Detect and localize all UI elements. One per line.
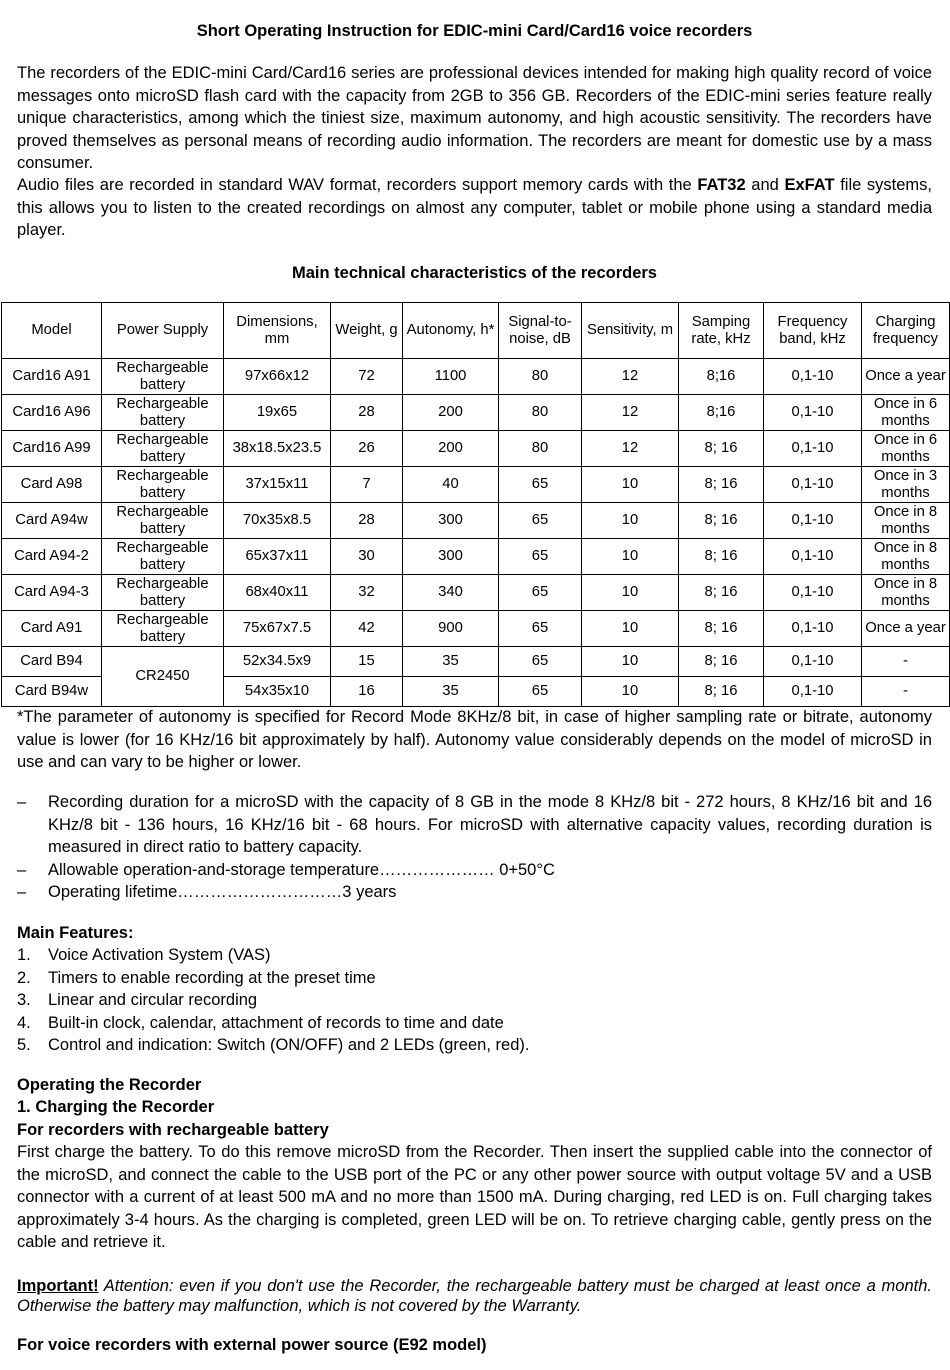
- features-heading: Main Features:: [17, 924, 134, 942]
- dash-bullet: –: [17, 793, 27, 811]
- table-cell: 340: [403, 575, 499, 611]
- column-header: Autonomy, h*: [403, 303, 499, 359]
- table-cell: 0,1-10: [764, 647, 862, 677]
- features-list: [17, 944, 932, 1057]
- autonomy-footnote: *The parameter of autonomy is specified for Record Mode 8KHz/8 bit, in case of higher sampling rate or bitrate, autonomy value is lower (for 16 KHz/16 bit approximately by half). Autonomy value considerably depends on the model of microSD in use and can vary to be higher or lower.: [17, 708, 932, 772]
- table-row: [2, 431, 950, 467]
- note-item: [17, 859, 932, 882]
- table-cell: 8; 16: [679, 575, 764, 611]
- note-text: Recording duration for a microSD with the capacity of 8 GB in the mode 8 KHz/8 bit - 272 hours, 8 KHz/16 bit and 16 KHz/8 bit - 136 hours, 16 KHz/16 bit - 68 hours. For microSD with alternative capacity values, recording duration is measured in direct ratio to battery capacity.: [48, 793, 932, 857]
- table-cell: 12: [582, 359, 679, 395]
- table-cell: 8; 16: [679, 611, 764, 647]
- table-cell: Once in 3 months: [862, 467, 950, 503]
- table-cell: Card A91: [2, 611, 102, 647]
- table-cell: Card A98: [2, 467, 102, 503]
- table-cell: 35: [403, 677, 499, 707]
- table-row: [2, 539, 950, 575]
- table-cell: 72: [331, 359, 403, 395]
- table-cell: 65: [499, 611, 582, 647]
- table-cell: Card16 A99: [2, 431, 102, 467]
- table-cell: 10: [582, 677, 679, 707]
- table-cell: Once in 6 months: [862, 431, 950, 467]
- table-body: [2, 359, 950, 707]
- table-cell: 32: [331, 575, 403, 611]
- external-power-heading: For voice recorders with external power source (E92 model): [17, 1336, 487, 1354]
- table-cell: 10: [582, 503, 679, 539]
- feature-item: [17, 989, 932, 1012]
- table-cell: 26: [331, 431, 403, 467]
- table-row: [2, 647, 950, 677]
- column-header: Power Supply: [102, 303, 224, 359]
- table-cell: 54x35x10: [224, 677, 331, 707]
- table-cell: 0,1-10: [764, 677, 862, 707]
- table-cell: 8; 16: [679, 539, 764, 575]
- note-item: [17, 881, 932, 904]
- table-cell: 8; 16: [679, 503, 764, 539]
- feature-text: Control and indication: Switch (ON/OFF) and 2 LEDs (green, red).: [48, 1036, 530, 1055]
- feature-number: 1.: [17, 946, 31, 964]
- important-label: Important!: [17, 1277, 99, 1295]
- table-cell: Card B94: [2, 647, 102, 677]
- dash-bullet: –: [17, 883, 27, 902]
- table-cell: Card A94-2: [2, 539, 102, 575]
- table-cell: 97x66x12: [224, 359, 331, 395]
- table-cell: 65: [499, 647, 582, 677]
- table-cell: Rechargeable battery: [102, 503, 224, 539]
- table-cell: 15: [331, 647, 403, 677]
- feature-number: 2.: [17, 968, 31, 987]
- intro-p2-text-c: file systems, this allows you to listen to the created recordings on almost any computer, tablet or mobile phone using a standard media player.: [17, 176, 932, 240]
- table-cell: Card B94w: [2, 677, 102, 707]
- charging-instructions: First charge the battery. To do this remove microSD from the Recorder. Then insert the supplied cable into the connector of the microSD, and connect the cable to the USB port of the PC or any other power source with output voltage 5V and a USB connector with a current of at least 500 mA and no more than 1500 mA. During charging, red LED is on. Full charging takes approximately 3-4 hours. As the charging is completed, green LED will be on. To retrieve charging cable, gently press on the cable and retrieve it.: [17, 1143, 932, 1252]
- table-cell: 10: [582, 467, 679, 503]
- table-cell: Once in 8 months: [862, 575, 950, 611]
- table-cell: Rechargeable battery: [102, 611, 224, 647]
- table-cell: -: [862, 647, 950, 677]
- feature-item: [17, 1034, 932, 1057]
- table-cell: 8; 16: [679, 677, 764, 707]
- column-header: Dimensions, mm: [224, 303, 331, 359]
- column-header: Weight, g: [331, 303, 403, 359]
- notes-list: [17, 791, 932, 904]
- table-cell: 8;16: [679, 395, 764, 431]
- feature-item: [17, 944, 932, 967]
- feature-item: [17, 967, 932, 990]
- feature-text: Voice Activation System (VAS): [48, 946, 271, 964]
- table-cell: 10: [582, 611, 679, 647]
- table-cell: 70x35x8.5: [224, 503, 331, 539]
- table-row: [2, 611, 950, 647]
- table-cell: 8;16: [679, 359, 764, 395]
- intro-p2-text-b: and: [745, 176, 785, 194]
- table-row: [2, 575, 950, 611]
- charging-heading: 1. Charging the Recorder: [17, 1098, 215, 1116]
- feature-text: Timers to enable recording at the preset time: [48, 968, 376, 987]
- table-cell: 80: [499, 431, 582, 467]
- table-row: [2, 359, 950, 395]
- feature-text: Built-in clock, calendar, attachment of records to time and date: [48, 1013, 504, 1032]
- table-cell: 12: [582, 395, 679, 431]
- feature-number: 4.: [17, 1013, 31, 1032]
- column-header: Samping rate, kHz: [679, 303, 764, 359]
- table-cell: Rechargeable battery: [102, 395, 224, 431]
- table-cell: 35: [403, 647, 499, 677]
- column-header: Charging frequency: [862, 303, 950, 359]
- table-cell: 8; 16: [679, 647, 764, 677]
- table-cell: 42: [331, 611, 403, 647]
- table-cell: 12: [582, 431, 679, 467]
- table-cell: Card16 A96: [2, 395, 102, 431]
- table-cell: Once in 6 months: [862, 395, 950, 431]
- table-cell: 52x34.5x9: [224, 647, 331, 677]
- important-text: Attention: even if you don't use the Recorder, the rechargeable battery must be charged at least once a month. Otherwise the battery may malfunction, which is not covered by the Warranty.: [17, 1277, 932, 1315]
- table-cell: 10: [582, 539, 679, 575]
- table-cell: -: [862, 677, 950, 707]
- table-cell: Once a year: [862, 611, 950, 647]
- column-header: Sensitivity, m: [582, 303, 679, 359]
- table-cell: 300: [403, 539, 499, 575]
- table-cell: Once in 8 months: [862, 539, 950, 575]
- table-cell: Card16 A91: [2, 359, 102, 395]
- feature-number: 5.: [17, 1036, 31, 1055]
- table-cell: 65: [499, 575, 582, 611]
- table-row: [2, 395, 950, 431]
- table-cell-power-supply: CR2450: [102, 647, 224, 707]
- table-cell: 68x40x11: [224, 575, 331, 611]
- spec-table: [1, 302, 950, 707]
- intro-p2-text-a: Audio files are recorded in standard WAV format, recorders support memory cards with the: [17, 176, 698, 194]
- table-cell: 65: [499, 539, 582, 575]
- intro-paragraph-2: [17, 174, 932, 242]
- column-header: Frequency band, kHz: [764, 303, 862, 359]
- table-cell: 10: [582, 647, 679, 677]
- table-cell: 8; 16: [679, 467, 764, 503]
- table-cell: 65: [499, 467, 582, 503]
- exfat-term: ExFAT: [784, 176, 835, 194]
- table-cell: 65: [499, 503, 582, 539]
- table-cell: 75x67x7.5: [224, 611, 331, 647]
- table-cell: 200: [403, 395, 499, 431]
- table-cell: Rechargeable battery: [102, 359, 224, 395]
- feature-item: [17, 1012, 932, 1035]
- table-cell: 28: [331, 503, 403, 539]
- table-cell: 7: [331, 467, 403, 503]
- important-note: [17, 1276, 932, 1316]
- table-cell: 19x65: [224, 395, 331, 431]
- table-header-row: [2, 303, 950, 359]
- table-row: [2, 467, 950, 503]
- table-cell: Once a year: [862, 359, 950, 395]
- intro-paragraph-1: The recorders of the EDIC-mini Card/Card16 series are professional devices intended for making high quality record of voice messages onto microSD flash card with the capacity from 2GB to 356 GB. Recorders of the EDIC-mini series feature really unique characteristics, among which the tiniest size, maximum autonomy, and high acoustic sensitivity. The recorders have proved themselves as personal means of recording audio information. The recorders are meant for domestic use by a mass consumer.: [17, 64, 932, 173]
- table-cell: 0,1-10: [764, 359, 862, 395]
- table-cell: 0,1-10: [764, 575, 862, 611]
- table-cell: 38x18.5x23.5: [224, 431, 331, 467]
- table-cell: 16: [331, 677, 403, 707]
- table-cell: 300: [403, 503, 499, 539]
- table-cell: 200: [403, 431, 499, 467]
- table-cell: Rechargeable battery: [102, 431, 224, 467]
- note-item: [17, 791, 932, 859]
- note-text: Allowable operation-and-storage temperature………………… 0+50°C: [48, 860, 555, 879]
- table-cell: 8; 16: [679, 431, 764, 467]
- feature-number: 3.: [17, 991, 31, 1010]
- column-header: Signal-to-noise, dB: [499, 303, 582, 359]
- table-cell: 80: [499, 395, 582, 431]
- table-row: [2, 503, 950, 539]
- fat32-term: FAT32: [697, 176, 746, 194]
- table-cell: 1100: [403, 359, 499, 395]
- table-cell: 80: [499, 359, 582, 395]
- table-cell: 65: [499, 677, 582, 707]
- table-cell: Rechargeable battery: [102, 539, 224, 575]
- table-cell: Rechargeable battery: [102, 575, 224, 611]
- table-cell: 0,1-10: [764, 467, 862, 503]
- table-cell: Once in 8 months: [862, 503, 950, 539]
- feature-text: Linear and circular recording: [48, 991, 258, 1010]
- note-text: Operating lifetime…………………………3 years: [48, 883, 397, 902]
- dash-bullet: –: [17, 860, 27, 879]
- table-title: Main technical characteristics of the recorders: [292, 264, 657, 282]
- table-cell: 65x37x11: [224, 539, 331, 575]
- document-title: Short Operating Instruction for EDIC-mini Card/Card16 voice recorders: [196, 22, 753, 40]
- table-cell: 30: [331, 539, 403, 575]
- column-header: Model: [2, 303, 102, 359]
- table-cell: 0,1-10: [764, 503, 862, 539]
- table-cell: 37x15x11: [224, 467, 331, 503]
- table-cell: Rechargeable battery: [102, 467, 224, 503]
- table-cell: Card A94w: [2, 503, 102, 539]
- table-cell: 0,1-10: [764, 431, 862, 467]
- table-cell: 40: [403, 467, 499, 503]
- table-cell: 0,1-10: [764, 611, 862, 647]
- table-cell: 0,1-10: [764, 395, 862, 431]
- rechargeable-heading: For recorders with rechargeable battery: [17, 1121, 329, 1139]
- table-cell: 0,1-10: [764, 539, 862, 575]
- table-cell: 10: [582, 575, 679, 611]
- table-cell: Card A94-3: [2, 575, 102, 611]
- table-cell: 28: [331, 395, 403, 431]
- table-cell: 900: [403, 611, 499, 647]
- operating-heading: Operating the Recorder: [17, 1076, 202, 1094]
